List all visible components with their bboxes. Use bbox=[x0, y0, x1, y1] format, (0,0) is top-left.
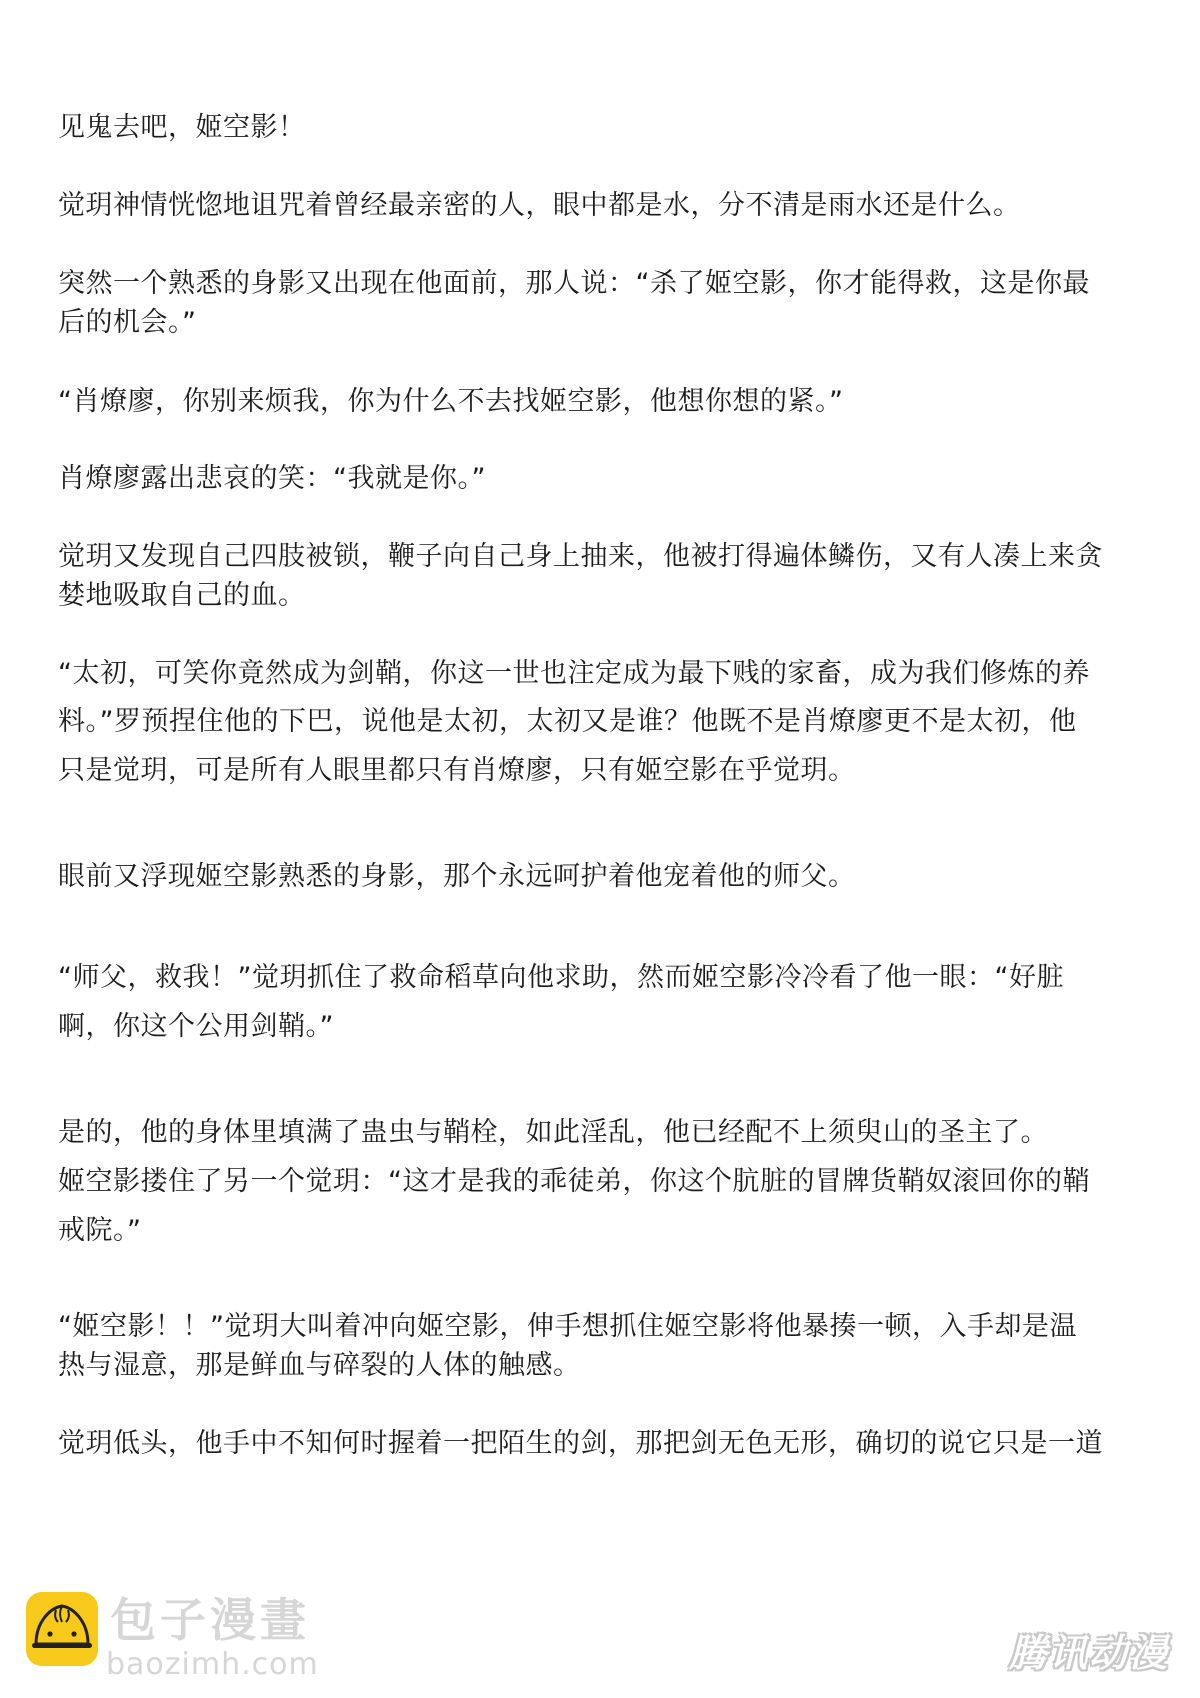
text-line: 觉玥又发现自己四肢被锁，鞭子向自己身上抽来，他被打得遍体鳞伤，又有人凑上来贪 bbox=[58, 541, 1103, 572]
text-line: 后的机会。” bbox=[58, 307, 197, 338]
text-line: 只是觉玥，可是所有人眼里都只有肖燎廖，只有姬空影在乎觉玥。 bbox=[58, 755, 856, 786]
text-line: 婪地吸取自己的血。 bbox=[58, 580, 306, 611]
baozi-watermark-url: baozimh.com bbox=[106, 1647, 319, 1682]
text-line: 肖燎廖露出悲哀的笑：“我就是你。” bbox=[58, 463, 486, 494]
tencent-watermark bbox=[993, 1628, 1185, 1678]
text-line: 热与湿意，那是鲜血与碎裂的人体的触感。 bbox=[58, 1350, 581, 1381]
text-line: “太初，可笑你竟然成为剑鞘，你这一世也注定成为最下贱的家畜，成为我们修炼的养 bbox=[58, 658, 1090, 689]
text-line: 是的，他的身体里填满了蛊虫与鞘栓，如此淫乱，他已经配不上须臾山的圣主了。 bbox=[58, 1117, 1048, 1148]
text-line: “师父，救我！”觉玥抓住了救命稻草向他求助，然而姬空影冷冷看了他一眼：“好脏 bbox=[58, 962, 1064, 993]
baozi-watermark-title: 包子漫畫 bbox=[110, 1593, 310, 1647]
text-line: 眼前又浮现姬空影熟悉的身影，那个永远呵护着他宠着他的师父。 bbox=[58, 861, 856, 892]
steamed-bun-icon bbox=[26, 1592, 98, 1666]
tencent-watermark-label: 腾讯动漫 bbox=[1008, 1631, 1169, 1675]
text-line: “肖燎廖，你别来烦我，你为什么不去找姬空影，他想你想的紧。” bbox=[58, 386, 844, 417]
text-line: 啊，你这个公用剑鞘。” bbox=[58, 1011, 334, 1042]
text-line: 料。”罗预捏住他的下巴，说他是太初，太初又是谁？他既不是肖燎廖更不是太初，他 bbox=[58, 706, 1077, 737]
text-line: 突然一个熟悉的身影又出现在他面前，那人说：“杀了姬空影，你才能得救，这是你最 bbox=[58, 268, 1090, 299]
text-line: “姬空影！！”觉玥大叫着冲向姬空影，伸手想抓住姬空影将他暴揍一顿，入手却是温 bbox=[58, 1311, 1077, 1342]
text-line: 见鬼去吧，姬空影！ bbox=[58, 112, 306, 143]
text-line: 觉玥神情恍惚地诅咒着曾经最亲密的人，眼中都是水，分不清是雨水还是什么。 bbox=[58, 190, 1021, 221]
text-line: 觉玥低头，他手中不知何时握着一把陌生的剑，那把剑无色无形，确切的说它只是一道 bbox=[58, 1428, 1103, 1459]
text-line: 姬空影搂住了另一个觉玥：“这才是我的乖徒弟，你这个肮脏的冒牌货鞘奴滚回你的鞘 bbox=[58, 1166, 1090, 1197]
text-line: 戒院。” bbox=[58, 1215, 142, 1246]
